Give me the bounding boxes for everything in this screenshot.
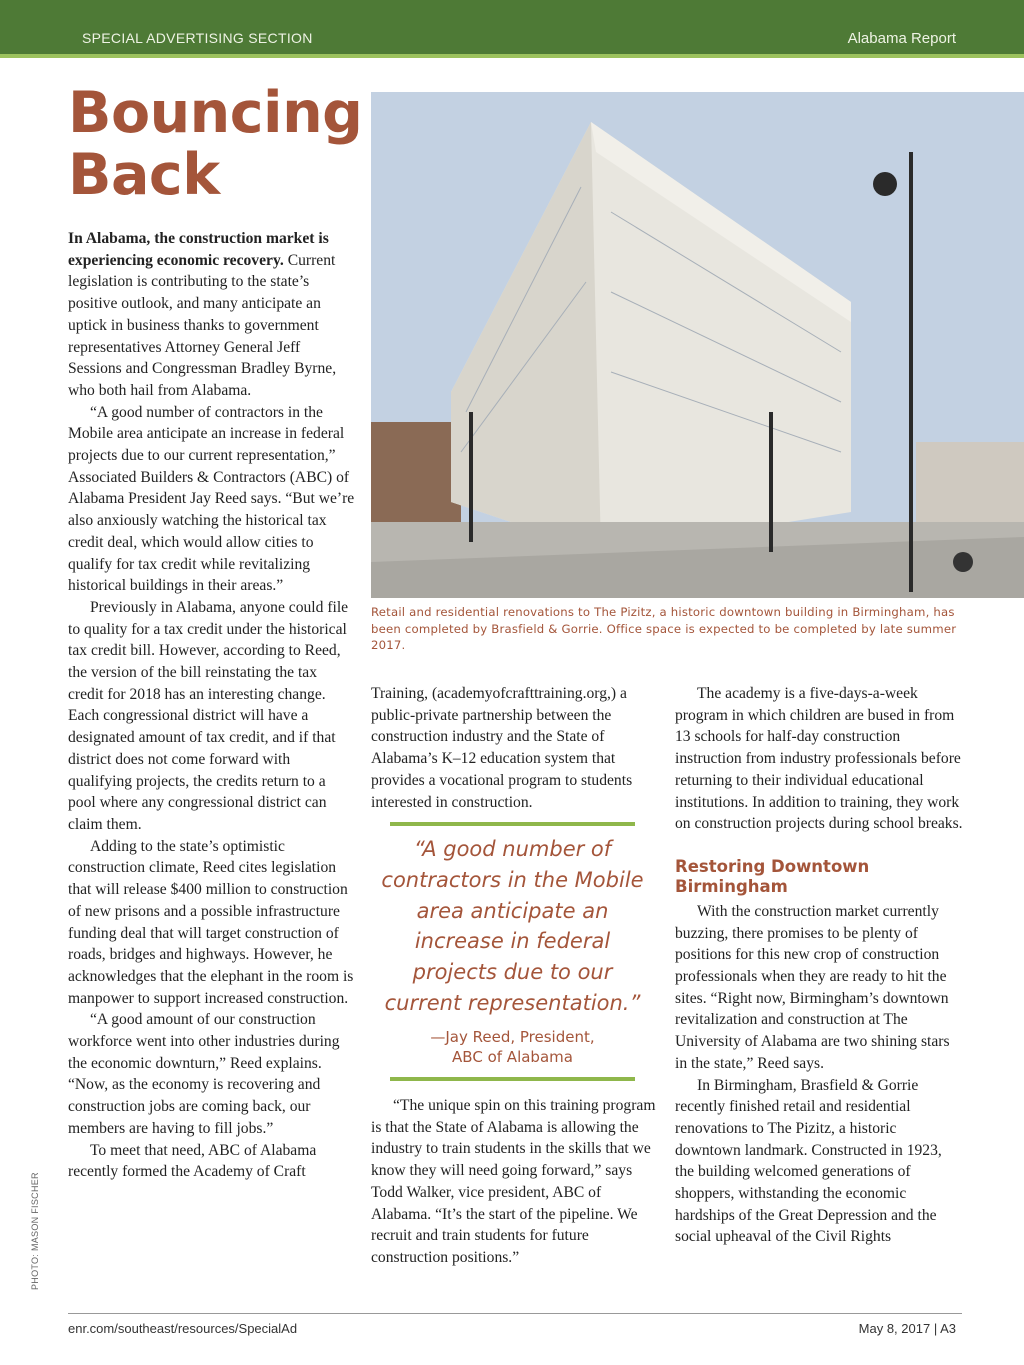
headline-line1: Bouncing — [68, 80, 363, 146]
footer-rule — [68, 1313, 962, 1314]
article-column-1 — [68, 228, 356, 1183]
pull-quote-top-rule — [390, 822, 635, 826]
attribution-line2: ABC of Alabama — [452, 1048, 573, 1066]
pull-quote-bottom-rule — [390, 1077, 635, 1081]
building-photo — [371, 92, 1024, 598]
section-label: SPECIAL ADVERTISING SECTION — [82, 30, 313, 46]
article-column-3 — [675, 683, 963, 1248]
lead-rest: Current legislation is contributing to the state’s positive outlook, and many anticipate an uptick in business thanks to government representatives Attorney General Jeff Sessions and Congressman Bradley Byrne, who both hail from Alabama. — [68, 251, 337, 399]
pull-quote: “A good number of contractors in the Mobile area anticipate an increase in federal projects due to our current representation.” — [381, 837, 644, 1015]
paragraph-5: “A good amount of our construction workforce went into other industries during the economic downturn,” Reed explains. “Now, as the economy is recovering and construction jobs are coming back, our members are having to fill jobs.” — [68, 1011, 340, 1137]
article-column-2-top — [371, 683, 657, 813]
col3-paragraph-3: In Birmingham, Brasfield & Gorrie recently finished retail and residential renovations to The Pizitz, a historic downtown landmark. Constructed in 1923, the building welcomed generations of shoppers, withstanding the economic hardships of the Great Depression and the social upheaval of the Civil Rights — [675, 1076, 942, 1246]
paragraph-4: Adding to the state’s optimistic construction climate, Reed cites legislation that will release $400 million to construction of new prisons and a possible infrastructure funding deal that will target construction of roads, bridges and highways. However, he acknowledges that the elephant in the room is manpower to support increased construction. — [68, 837, 354, 1007]
paragraph-6: To meet that need, ABC of Alabama recently formed the Academy of Craft — [68, 1141, 317, 1181]
report-name: Alabama Report — [847, 30, 956, 47]
pull-quote-attribution — [380, 1027, 645, 1067]
headline-line2: Back — [68, 142, 220, 208]
article-column-2-bottom — [371, 1095, 657, 1269]
col3-paragraph-1: The academy is a five-days-a-week program in which children are bused in from 13 schools for half-day construction instruction from industry professionals before returning to their individual educational institutions. In addition to training, they work on construction projects during school breaks. — [675, 685, 963, 833]
col2-paragraph-2: “The unique spin on this training program is that the State of Alabama is allowing the industry to train students in the skills that we know they will need going forward,” says Todd Walker, vice president, ABC of Alabama. “It’s the start of the pipeline. We recruit and train students for future construction positions.” — [371, 1097, 656, 1266]
subhead: Restoring Downtown Birmingham — [675, 856, 870, 896]
paragraph-2: “A good number of contractors in the Mobile area anticipate an increase in federal projects due to our current representation,” Associated Builders & Contractors (ABC) of Alabama President Jay Reed says. “But we’re also anxiously watching the historical tax credit deal, which would allow cities to qualify for tax credit while revitalizing historical buildings in their areas.” — [68, 403, 355, 595]
footer-url: enr.com/southeast/resources/SpecialAd — [68, 1321, 298, 1336]
photo-caption: Retail and residential renovations to The Pizitz, a historic downtown building in Birmingham, has been completed by Brasfield & Gorrie. Office space is expected to be completed by late summer 2017. — [371, 605, 957, 652]
header-accent-line — [0, 54, 1024, 58]
footer-date-page: May 8, 2017 | A3 — [858, 1321, 956, 1336]
paragraph-3: Previously in Alabama, anyone could file to quality for a tax credit under the historical tax credit bill. However, according to Reed, the version of the bill reinstating the tax credit for 2018 has an interesting change. Each congressional district will have a designated amount of tax credit, and if that district does not come forward with qualifying projects, the credits return to a pool where any congressional district can claim them. — [68, 598, 349, 833]
col3-paragraph-2: With the construction market currently buzzing, there promises to be plenty of positions for this new crop of construction professionals when they are ready to hit the sites. “Right now, Birmingham’s downtown revitalization and construction at The University of Alabama are two shining stars in the state,” Reed says. — [675, 902, 950, 1072]
headline — [68, 80, 363, 208]
photo-credit: PHOTO: MASON FISCHER — [30, 1172, 40, 1290]
lead-paragraph — [68, 228, 356, 402]
lead-bold: In Alabama, the construction market is experiencing economic recovery. — [68, 230, 329, 269]
col2-paragraph-1: Training, (academyofcrafttraining.org,) a public-private partnership between the construction industry and the State of Alabama’s K–12 education system that provides a vocational program to students interested in construction. — [371, 685, 633, 811]
attribution-line1: —Jay Reed, President, — [430, 1028, 595, 1046]
